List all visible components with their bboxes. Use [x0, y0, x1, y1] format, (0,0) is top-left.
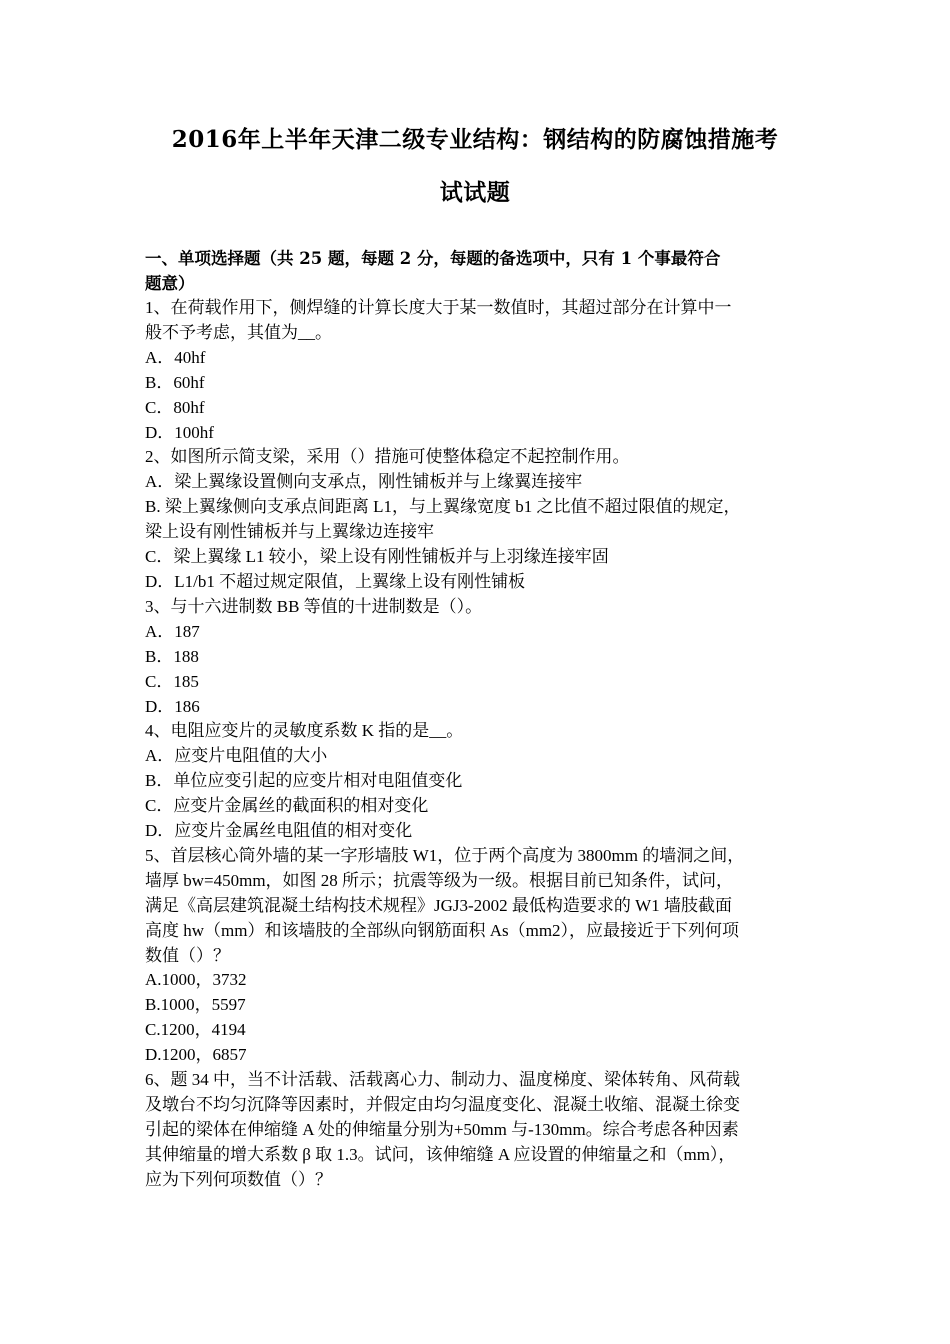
question-1-stem: 般不予考虑，其值为__。	[145, 322, 332, 342]
option-a: A．梁上翼缘设置侧向支承点，刚性铺板并与上缘翼连接牢	[145, 472, 583, 492]
option-b: B．60hf	[145, 372, 205, 392]
document-title-line-1: 2016年上半年天津二级专业结构：钢结构的防腐蚀措施考	[171, 126, 779, 153]
option-c: C．梁上翼缘 L1 较小，梁上设有刚性铺板并与上羽缘连接牢固	[145, 547, 609, 567]
question-5-stem: 5、首层核心筒外墙的某一字形墙肢 W1，位于两个高度为 3800mm 的墙洞之间，	[145, 845, 745, 865]
question-2-stem: 2、如图所示简支梁，采用（）措施可使整体稳定不起控制作用。	[145, 447, 630, 467]
question-4-stem: 4、电阻应变片的灵敏度系数 K 指的是__。	[145, 721, 464, 741]
option-d: D．186	[145, 696, 200, 716]
option-a: A.1000，3732	[145, 970, 247, 990]
option-d: D.1200，6857	[145, 1045, 247, 1065]
option-b: B．188	[145, 646, 199, 666]
question-5-stem: 高度 hw（mm）和该墙肢的全部纵向钢筋面积 As（mm2），应最接近于下列何项	[145, 920, 740, 940]
option-b: B.1000，5597	[145, 995, 246, 1015]
option-c: C．应变片金属丝的截面积的相对变化	[145, 796, 429, 816]
section-heading-line-2: 题意）	[145, 274, 195, 293]
option-a: A．40hf	[145, 347, 206, 367]
question-6-stem: 及墩台不均匀沉降等因素时，并假定由均匀温度变化、混凝土收缩、混凝土徐变	[145, 1095, 740, 1114]
document-title-line-2: 试试题	[439, 179, 511, 206]
section-heading-line-1: 一、单项选择题（共 25 题，每题 2 分，每题的备选项中，只有 1 个事最符合	[145, 249, 721, 268]
question-6-stem: 引起的梁体在伸缩缝 A 处的伸缩量分别为+50mm 与-130mm。综合考虑各种因素	[145, 1119, 739, 1139]
option-b: 梁上设有刚性铺板并与上翼缘边连接牢	[145, 522, 434, 542]
question-3-stem: 3、与十六进制数 BB 等值的十进制数是（）。	[145, 596, 483, 616]
option-a: A．187	[145, 621, 200, 641]
question-6-stem: 6、题 34 中，当不计活载、活载离心力、制动力、温度梯度、梁体转角、风荷载	[145, 1070, 740, 1090]
question-6-stem: 其伸缩量的增大系数 β 取 1.3。试问，该伸缩缝 A 应设置的伸缩量之和（mm），	[145, 1144, 736, 1164]
question-5-stem: 墙厚 bw=450mm，如图 28 所示；抗震等级为一级。根据目前已知条件，试问，	[145, 870, 734, 890]
option-c: C.1200，4194	[145, 1020, 246, 1040]
question-5-stem: 数值（）？	[145, 945, 230, 965]
option-a: A．应变片电阻值的大小	[145, 746, 328, 766]
option-b: B. 梁上翼缘侧向支承点间距离 L1，与上翼缘宽度 b1 之比值不超过限值的规定，	[145, 497, 741, 517]
question-1-stem: 1、在荷载作用下，侧焊缝的计算长度大于某一数值时，其超过部分在计算中一	[145, 298, 732, 317]
option-d: D．100hf	[145, 422, 214, 442]
option-c: C．185	[145, 671, 199, 691]
option-b: B．单位应变引起的应变片相对电阻值变化	[145, 771, 463, 791]
question-6-stem: 应为下列何项数值（）？	[145, 1169, 332, 1189]
option-d: D．L1/b1 不超过规定限值，上翼缘上设有刚性铺板	[145, 571, 526, 591]
document-body	[145, 246, 810, 1193]
option-d: D．应变片金属丝电阻值的相对变化	[145, 821, 413, 841]
question-5-stem: 满足《高层建筑混凝土结构技术规程》JGJ3-2002 最低构造要求的 W1 墙肢截面	[145, 895, 732, 915]
option-c: C．80hf	[145, 397, 205, 417]
